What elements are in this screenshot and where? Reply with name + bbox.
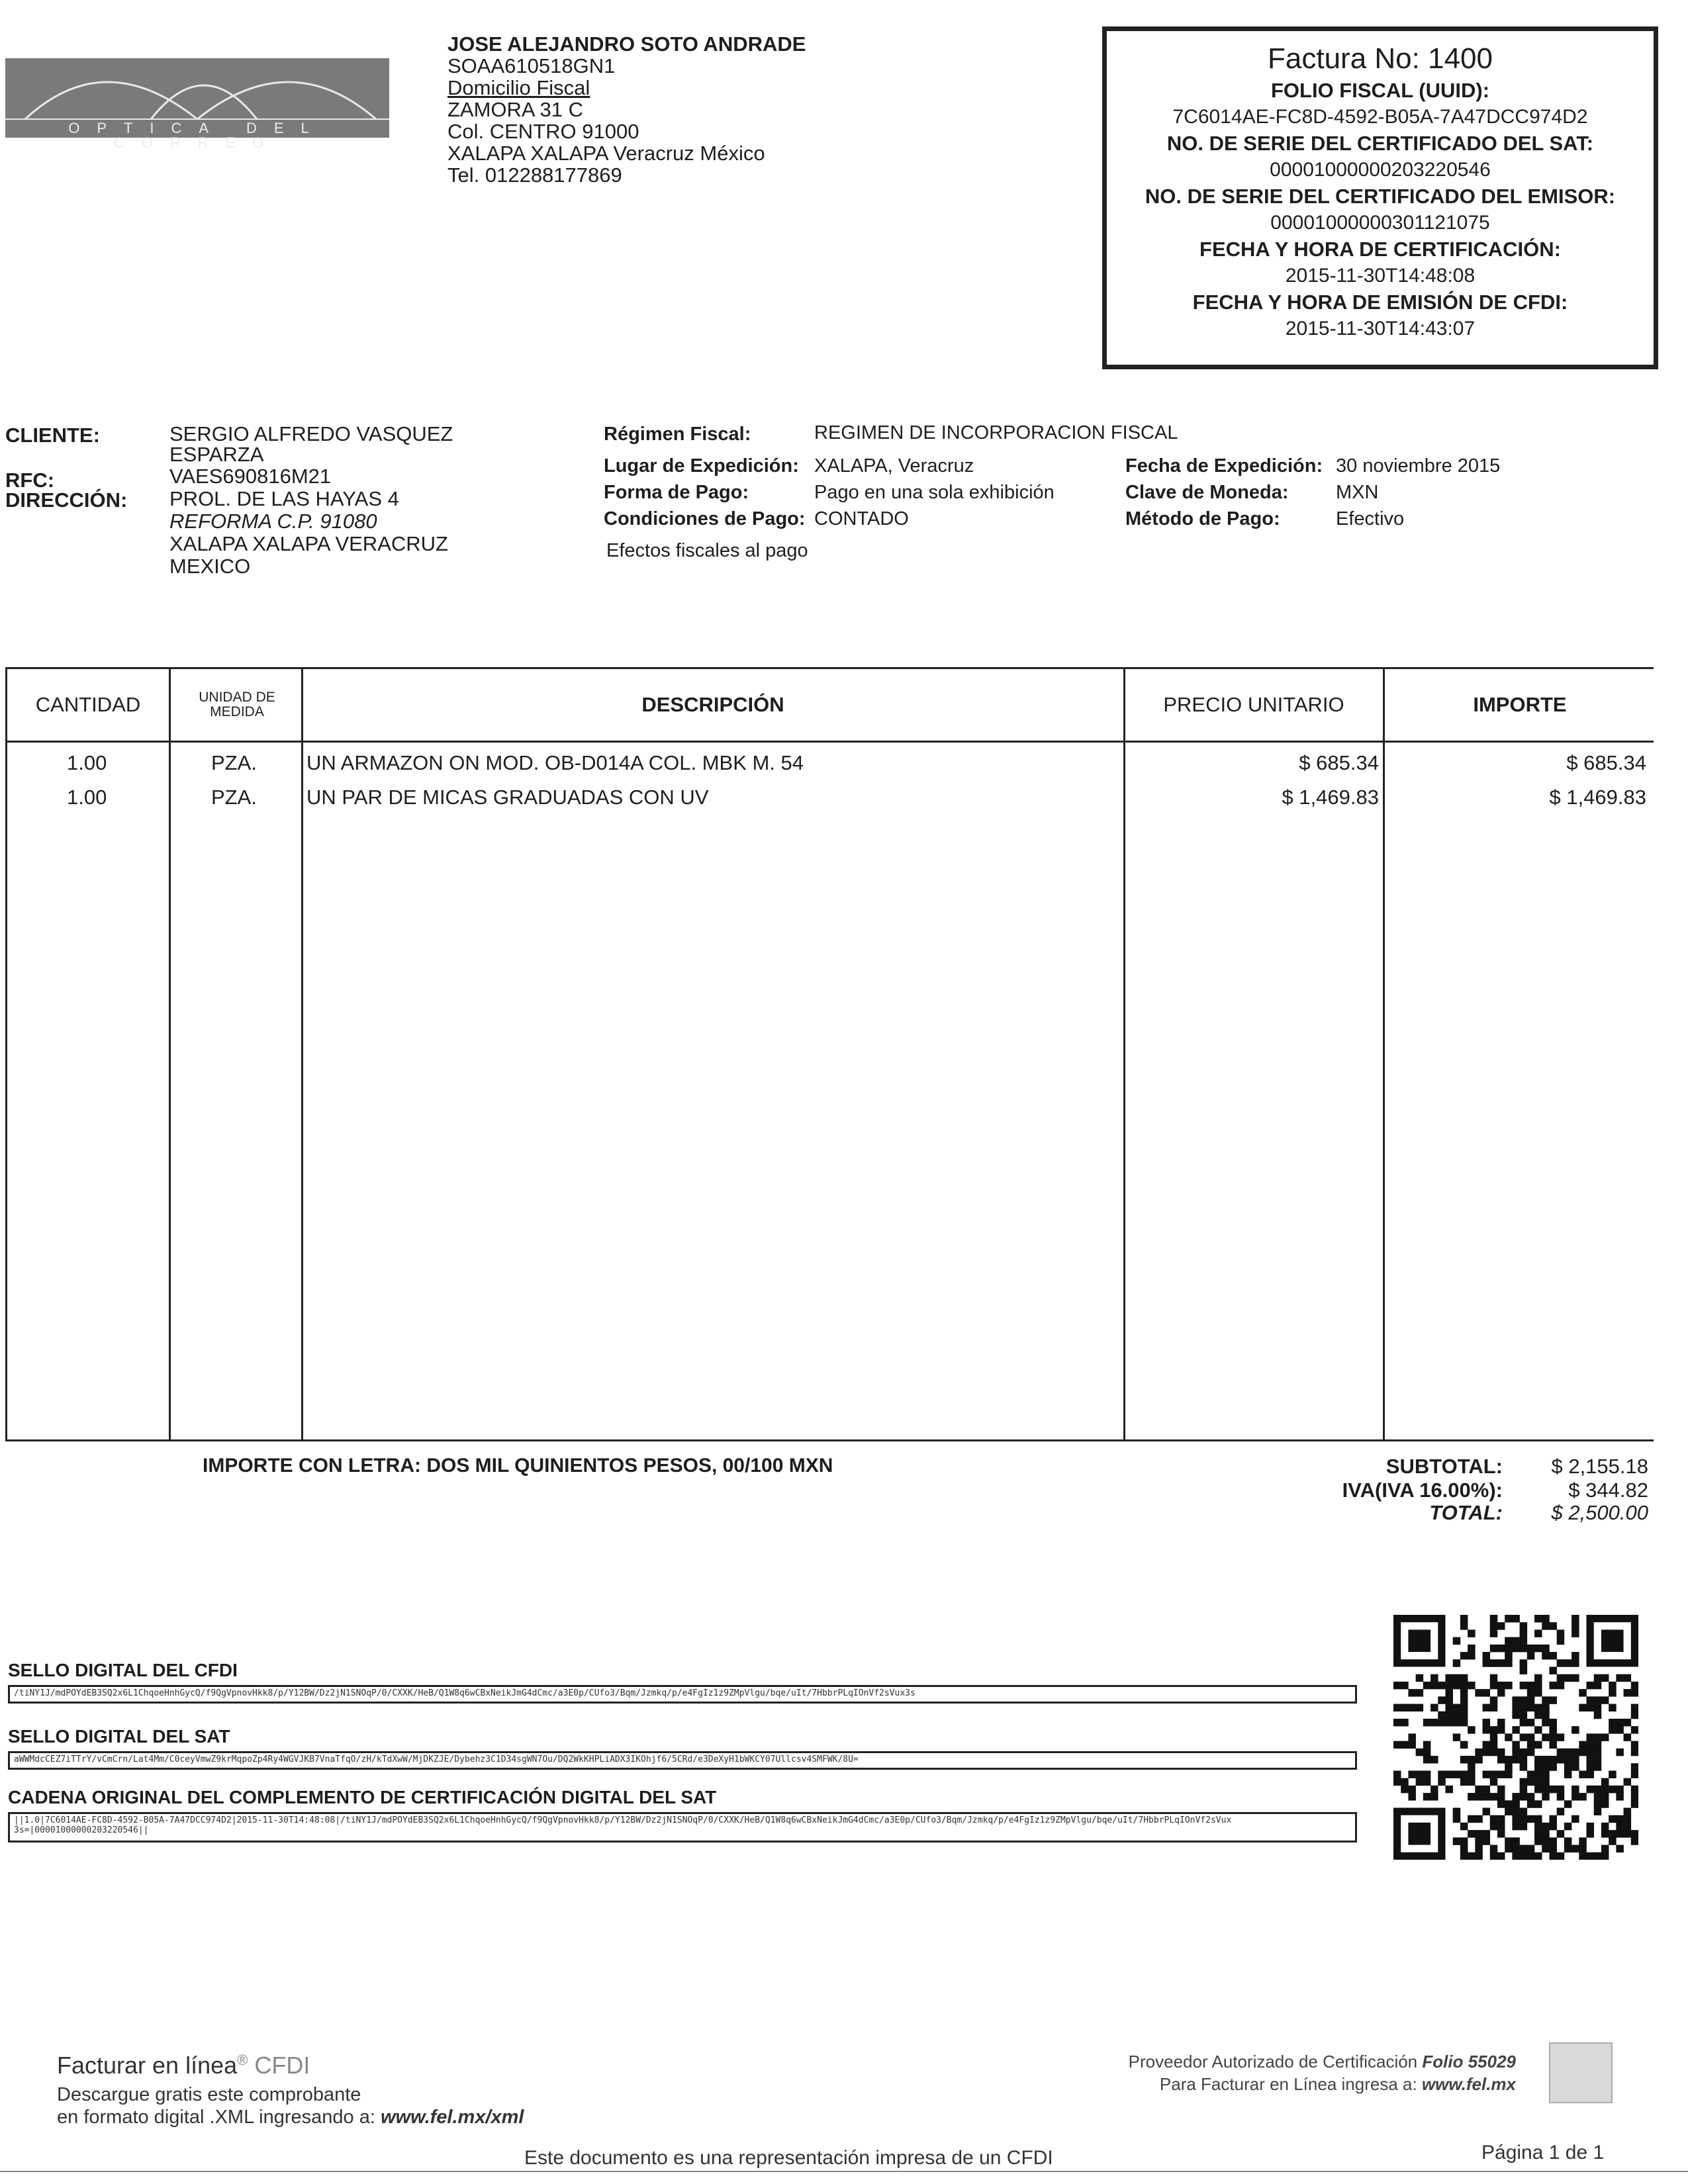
row-1-unidad: PZA.: [211, 751, 257, 774]
emitter-rfc: SOAA610518GN1: [447, 54, 616, 77]
brand-name: Facturar en línea: [57, 2052, 238, 2079]
client-name-2: ESPARZA: [169, 443, 264, 466]
client-name-1: SERGIO ALFREDO VASQUEZ: [169, 422, 453, 445]
row-1-importe: $ 685.34: [1566, 751, 1646, 774]
metodo-label: Método de Pago:: [1125, 508, 1280, 529]
metodo-value: Efectivo: [1336, 508, 1405, 529]
forma-value: Pago en una sola exhibición: [814, 482, 1055, 503]
footer-desc: [57, 2083, 524, 2128]
condiciones-value: CONTADO: [814, 508, 909, 529]
factura-number: Factura No: 1400: [1268, 42, 1493, 75]
header-divider: [7, 741, 1654, 743]
subtotal-label: SUBTOTAL:: [1385, 1455, 1503, 1478]
items-table: [5, 667, 1654, 1441]
importe-con-letra: IMPORTE CON LETRA: DOS MIL QUINIENTOS PESOS, 00/100 MXN: [203, 1455, 833, 1477]
direccion-label: DIRECCIÓN:: [5, 488, 128, 512]
emision-value: 2015-11-30T14:43:07: [1285, 318, 1476, 340]
client-rfc: VAES690816M21: [169, 465, 332, 488]
regimen-value: REGIMEN DE INCORPORACION FISCAL: [814, 422, 1178, 443]
emitter-street: ZAMORA 31 C: [447, 98, 583, 121]
sello-sat-box: aWWMdcCEZ7iTTrY/vCmCrn/Lat4Mm/C0ceyVmwZ9krMqpoZp4Ry4WGVJKB7VnaTfqO/zH/kTdXwW/MjDKZJE/Dybehz3C1D34sgWN7Ou/DQ2WkKHPLiADX3IKOhjf6/5CRd/e3DeXyH1bWKCY07Ullcsv4SMFWK/8U=: [8, 1751, 1357, 1770]
sello-sat-label: SELLO DIGITAL DEL SAT: [8, 1726, 230, 1747]
lugar-label: Lugar de Expedición:: [604, 455, 799, 477]
emitter-colonia: Col. CENTRO 91000: [447, 120, 639, 143]
serie-emisor-label: NO. DE SERIE DEL CERTIFICADO DEL EMISOR:: [1145, 185, 1616, 208]
sello-cfdi-box: /tiNY1J/mdPOYdEB3SQ2x6L1ChqoeHnhGycQ/f9QgVpnovHkk8/p/Y12BW/Dz2jN1SNOqP/0/CXXK/HeB/Q1W8q6wCBxNeikJmG4dCmc/a3E0p/CUfo3/Bqm/Jzmkq/p/e4FgIz1z9ZMpVlgu/bqe/uIt/7HbbrPLqIOnVf2sVux3s: [8, 1685, 1357, 1704]
serie-sat-label: NO. DE SERIE DEL CERTIFICADO DEL SAT:: [1166, 132, 1594, 155]
header-cantidad: CANTIDAD: [35, 693, 141, 716]
header-descripcion: DESCRIPCIÓN: [641, 693, 784, 716]
iva-label: IVA(IVA 16.00%):: [1342, 1479, 1503, 1502]
col-divider: [1123, 669, 1125, 1439]
emitter-tel: Tel. 012288177869: [447, 163, 622, 187]
col-divider: [301, 669, 303, 1439]
row-2-descripcion: UN PAR DE MICAS GRADUADAS CON UV: [306, 786, 709, 809]
total-label: TOTAL:: [1429, 1501, 1503, 1524]
cadena-line-2: 3s=|00001000000203220546||: [14, 1825, 149, 1835]
footer-brand: Facturar en línea® CFDI: [57, 2052, 310, 2079]
brand-suffix: CFDI: [254, 2052, 310, 2079]
client-address-1: PROL. DE LAS HAYAS 4: [169, 487, 399, 510]
cert-label: FECHA Y HORA DE CERTIFICACIÓN:: [1199, 238, 1561, 261]
row-2-precio: $ 1,469.83: [1282, 786, 1379, 809]
fecha-value: 30 noviembre 2015: [1336, 455, 1501, 477]
cadena-box: [8, 1812, 1357, 1843]
fecha-label: Fecha de Expedición:: [1125, 455, 1323, 477]
domicilio-label: Domicilio Fiscal: [447, 76, 590, 99]
footer-desc-1: Descargue gratis este comprobante: [57, 2084, 361, 2105]
client-address-2: REFORMA C.P. 91080: [169, 510, 377, 533]
client-address-4: MEXICO: [169, 555, 251, 578]
lugar-value: XALAPA, Veracruz: [814, 455, 974, 477]
header-precio: PRECIO UNITARIO: [1163, 693, 1344, 716]
row-2-cantidad: 1.00: [67, 786, 107, 809]
emitter-name: JOSE ALEJANDRO SOTO ANDRADE: [447, 32, 806, 56]
serie-emisor-value: 00001000000301121075: [1270, 212, 1490, 234]
row-2-importe: $ 1,469.83: [1549, 786, 1646, 809]
row-1-precio: $ 685.34: [1299, 751, 1379, 774]
footer-note: Este documento es una representación impresa de un CFDI: [524, 2147, 1053, 2169]
cadena-line-1: ||1.0|7C6014AE-FC8D-4592-B05A-7A47DCC974D2|2015-11-30T14:48:08|/tiNY1J/mdPOYdEB3SQ2x6L1ChqoeHnhGycQ/f9QgVpnovHkk8/p/Y12BW/Dz2jN1SNOqP/0/CXXK/HeB/Q1W8q6wCBxNeikJmG4dCmc/a3E0p/CUfo3/Bqm/Jzmkq/p/e4FgIz1z9ZMpVlgu/bqe/uIt/7HbbrPLqIOnVf2sVux: [14, 1815, 1232, 1825]
emitter-info: [447, 33, 806, 186]
header-importe: IMPORTE: [1473, 693, 1567, 716]
provider-info: [1033, 2050, 1516, 2095]
regimen-label: Régimen Fiscal:: [604, 424, 751, 445]
condiciones-label: Condiciones de Pago:: [604, 508, 806, 529]
company-logo: [5, 58, 389, 151]
footer-url[interactable]: www.fel.mx/xml: [380, 2107, 524, 2128]
iva-value: $ 344.82: [1568, 1479, 1648, 1502]
row-1-cantidad: 1.00: [67, 751, 107, 774]
provider-line-1: Proveedor Autorizado de Certificación: [1128, 2052, 1418, 2071]
subtotal-value: $ 2,155.18: [1551, 1455, 1648, 1478]
row-1-descripcion: UN ARMAZON ON MOD. OB-D014A COL. MBK M. 54: [306, 751, 804, 774]
sello-cfdi-label: SELLO DIGITAL DEL CFDI: [8, 1660, 238, 1680]
provider-folio: Folio 55029: [1422, 2052, 1516, 2071]
folio-value: 7C6014AE-FC8D-4592-B05A-7A47DCC974D2: [1172, 106, 1588, 128]
footer-desc-2: en formato digital .XML ingresando a:: [57, 2107, 375, 2128]
row-2-unidad: PZA.: [211, 786, 257, 809]
sat-seal-icon: [1549, 2042, 1613, 2103]
footer-rule: [0, 2171, 1688, 2172]
forma-label: Forma de Pago:: [604, 482, 749, 503]
qr-code-icon: [1393, 1615, 1638, 1863]
cert-value: 2015-11-30T14:48:08: [1285, 265, 1476, 287]
col-divider: [1383, 669, 1385, 1439]
provider-url[interactable]: www.fel.mx: [1421, 2074, 1516, 2094]
logo-text: OPTICA DEL CORREO: [68, 120, 326, 151]
cadena-label: CADENA ORIGINAL DEL COMPLEMENTO DE CERTIFICACIÓN DIGITAL DEL SAT: [8, 1787, 717, 1807]
moneda-label: Clave de Moneda:: [1125, 482, 1289, 503]
efectos-note: Efectos fiscales al pago: [606, 540, 808, 561]
client-address-3: XALAPA XALAPA VERACRUZ: [169, 532, 448, 555]
factura-box: [1102, 26, 1658, 369]
col-divider: [169, 669, 171, 1439]
rfc-label: RFC:: [5, 469, 55, 492]
serie-sat-value: 00001000000203220546: [1270, 159, 1491, 181]
total-value: $ 2,500.00: [1551, 1501, 1648, 1524]
moneda-value: MXN: [1336, 482, 1379, 503]
cliente-label: CLIENTE:: [5, 424, 100, 447]
page-number: Página 1 de 1: [1481, 2142, 1605, 2163]
provider-line-2: Para Facturar en Línea ingresa a:: [1159, 2074, 1417, 2094]
emitter-city: XALAPA XALAPA Veracruz México: [447, 142, 765, 165]
folio-label: FOLIO FISCAL (UUID):: [1270, 79, 1490, 102]
header-unidad: UNIDAD DE MEDIDA: [199, 690, 275, 719]
emision-label: FECHA Y HORA DE EMISIÓN DE CFDI:: [1192, 291, 1568, 314]
